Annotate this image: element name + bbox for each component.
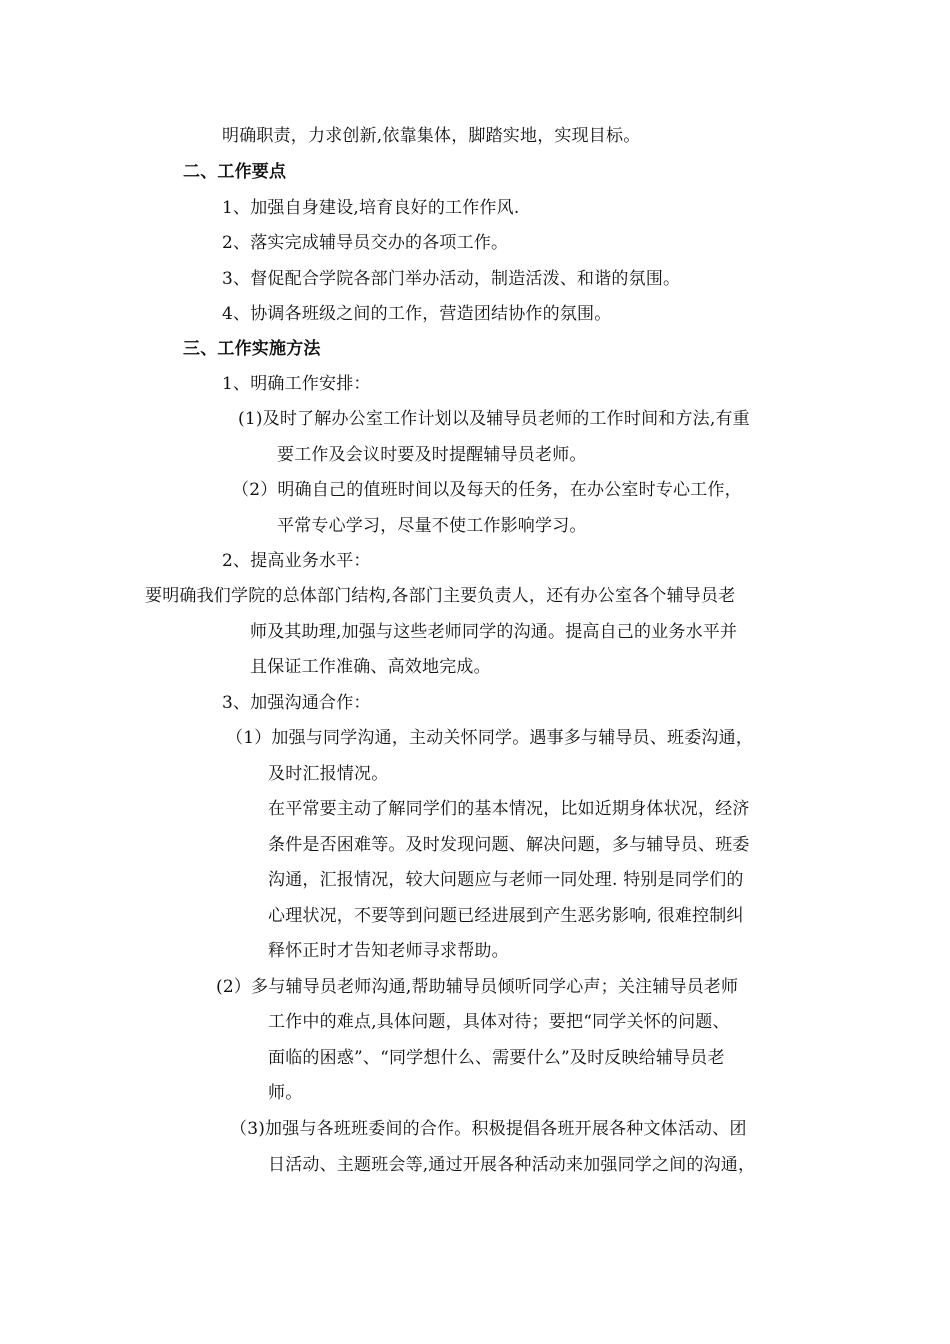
body-text-line: 且保证工作准确、高效地完成。 [250, 657, 491, 677]
section-heading-methods: 三、工作实施方法 [183, 339, 321, 359]
body-text-line: 要明确我们学院的总体部门结构,各部门主要负责人，还有办公室各个辅导员老 [145, 586, 736, 606]
list-item: (1)及时了解办公室工作计划以及辅导员老师的工作时间和方法,有重 [238, 409, 750, 429]
subsection-heading: 1、明确工作安排： [222, 374, 371, 394]
subsection-heading: 3、加强沟通合作： [222, 693, 371, 713]
list-item: （2）明确自己的值班时间以及每天的任务，在办公室时专心工作， [232, 480, 742, 500]
body-text-line: 师及其助理,加强与这些老师同学的沟通。提高自己的业务水平并 [250, 622, 738, 642]
body-text-line: 明确职责，力求创新,依靠集体，脚踏实地，实现目标。 [222, 126, 641, 146]
list-item-continuation: 及时汇报情况。 [268, 764, 389, 784]
list-item-continuation: 平常专心学习，尽量不使工作影响学习。 [277, 516, 587, 536]
list-item: 1、加强自身建设,培育良好的工作作风. [222, 198, 520, 218]
body-text-line: 心理状况，不要等到问题已经进展到产生恶劣影响, 很难控制纠 [268, 906, 744, 926]
body-text-line: 释怀正时才告知老师寻求帮助。 [268, 941, 509, 961]
subsection-heading: 2、提高业务水平： [222, 551, 371, 571]
list-item-continuation: 要工作及会议时要及时提醒辅导员老师。 [277, 445, 587, 465]
list-item: 4、协调各班级之间的工作，营造团结协作的氛围。 [222, 304, 612, 324]
list-item-continuation: 师。 [268, 1083, 303, 1103]
list-item: （3)加强与各班班委间的合作。积极提倡各班开展各种文体活动、团 [230, 1119, 747, 1139]
list-item-continuation: 工作中的难点,具体问题，具体对待；要把“同学关怀的问题、 [268, 1012, 730, 1032]
list-item: 3、督促配合学院各部门举办活动，制造活泼、和谐的氛围。 [222, 269, 681, 289]
body-text-line: 条件是否困难等。及时发现问题、解决问题，多与辅导员、班委 [268, 835, 750, 855]
list-item: (2）多与辅导员老师沟通,帮助辅导员倾听同学心声；关注辅导员老师 [216, 977, 739, 997]
list-item-continuation: 日活动、主题班会等,通过开展各种活动来加强同学之间的沟通， [268, 1155, 756, 1175]
body-text-line: 沟通，汇报情况，较大问题应与老师一同处理. 特别是同学们的 [268, 870, 744, 890]
list-item: 2、落实完成辅导员交办的各项工作。 [222, 233, 509, 253]
section-heading-work-points: 二、工作要点 [183, 162, 287, 182]
body-text-line: 在平常要主动了解同学们的基本情况，比如近期身体状况，经济 [268, 799, 750, 819]
list-item: （1）加强与同学沟通，主动关怀同学。遇事多与辅导员、班委沟通， [226, 728, 754, 748]
list-item-continuation: 面临的困惑”、“同学想什么、需要什么”及时反映给辅导员老 [268, 1048, 725, 1068]
